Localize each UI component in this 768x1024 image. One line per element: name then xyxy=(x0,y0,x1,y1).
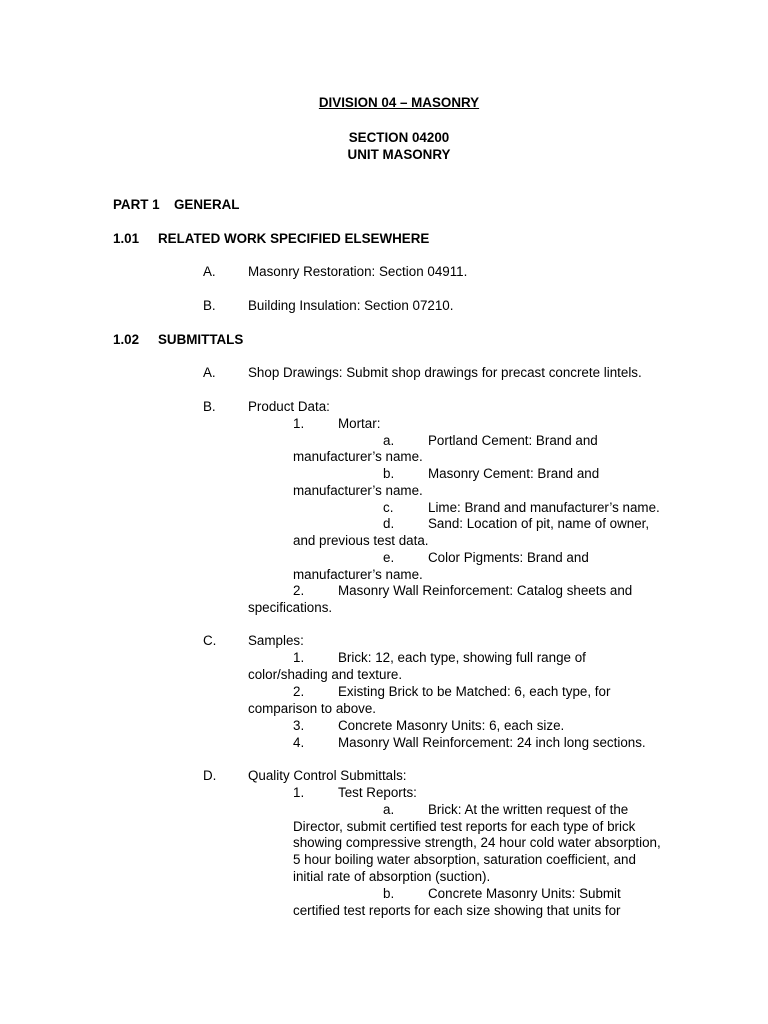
part-title: GENERAL xyxy=(174,197,240,212)
list-item-text: Samples: xyxy=(248,633,304,648)
section-number: SECTION 04200 xyxy=(348,130,450,145)
list-item-letter: A. xyxy=(203,365,216,380)
article-title: SUBMITTALS xyxy=(158,332,244,347)
sub-sub-item-letter: b. xyxy=(383,886,395,901)
article-number: 1.02 xyxy=(113,332,140,347)
sub-sub-item-text: Portland Cement: Brand and xyxy=(428,433,598,448)
sub-sub-item-text: Color Pigments: Brand and xyxy=(428,550,589,565)
division-heading: DIVISION 04 – MASONRY xyxy=(318,95,480,110)
list-item-text: Masonry Restoration: Section 04911. xyxy=(248,264,468,279)
continuation-text: initial rate of absorption (suction). xyxy=(293,869,491,884)
continuation-text: Director, submit certified test reports for each type of brick xyxy=(293,819,636,834)
continuation-text: specifications. xyxy=(248,600,333,615)
sub-item-text: Mortar: xyxy=(338,416,381,431)
sub-item-text: Masonry Wall Reinforcement: 24 inch long sections. xyxy=(338,735,646,750)
sub-sub-item-text: Lime: Brand and manufacturer’s name. xyxy=(428,500,660,515)
continuation-text: certified test reports for each size showing that units for xyxy=(293,903,621,918)
list-item-text: Product Data: xyxy=(248,399,330,414)
list-item-letter: B. xyxy=(203,298,216,313)
sub-item-number: 3. xyxy=(293,718,305,733)
sub-sub-item-letter: b. xyxy=(383,466,395,481)
list-item-letter: A. xyxy=(203,264,216,279)
continuation-text: manufacturer’s name. xyxy=(293,449,423,464)
sub-sub-item-letter: e. xyxy=(383,550,395,565)
list-item-letter: C. xyxy=(203,633,217,648)
sub-item-number: 1. xyxy=(293,785,305,800)
article-title: RELATED WORK SPECIFIED ELSEWHERE xyxy=(158,231,430,246)
part-label: PART 1 xyxy=(113,197,160,212)
sub-item-number: 1. xyxy=(293,650,305,665)
continuation-text: manufacturer’s name. xyxy=(293,567,423,582)
sub-sub-item-letter: a. xyxy=(383,802,395,817)
continuation-text: comparison to above. xyxy=(248,701,377,716)
list-item-letter: D. xyxy=(203,768,217,783)
list-item-text: Building Insulation: Section 07210. xyxy=(248,298,454,313)
continuation-text: color/shading and texture. xyxy=(248,667,403,682)
sub-sub-item-text: Concrete Masonry Units: Submit xyxy=(428,886,621,901)
sub-sub-item-text: Brick: At the written request of the xyxy=(428,802,629,817)
article-number: 1.01 xyxy=(113,231,140,246)
sub-sub-item-letter: d. xyxy=(383,516,395,531)
sub-item-number: 1. xyxy=(293,416,305,431)
sub-item-number: 4. xyxy=(293,735,305,750)
continuation-text: 5 hour boiling water absorption, saturation coefficient, and xyxy=(293,852,636,867)
sub-item-text: Concrete Masonry Units: 6, each size. xyxy=(338,718,565,733)
sub-item-text: Test Reports: xyxy=(338,785,417,800)
sub-sub-item-letter: a. xyxy=(383,433,395,448)
list-item-text: Shop Drawings: Submit shop drawings for precast concrete lintels. xyxy=(248,365,642,380)
continuation-text: and previous test data. xyxy=(293,533,429,548)
continuation-text: manufacturer’s name. xyxy=(293,483,423,498)
sub-item-text: Existing Brick to be Matched: 6, each type, for xyxy=(338,684,611,699)
section-title: UNIT MASONRY xyxy=(347,147,451,162)
sub-sub-item-letter: c. xyxy=(383,500,394,515)
sub-sub-item-text: Masonry Cement: Brand and xyxy=(428,466,600,481)
sub-item-number: 2. xyxy=(293,684,305,699)
sub-item-text: Masonry Wall Reinforcement: Catalog sheets and xyxy=(338,583,633,598)
sub-item-number: 2. xyxy=(293,583,305,598)
sub-item-text: Brick: 12, each type, showing full range of xyxy=(338,650,586,665)
continuation-text: showing compressive strength, 24 hour cold water absorption, xyxy=(293,835,661,850)
list-item-letter: B. xyxy=(203,399,216,414)
sub-sub-item-text: Sand: Location of pit, name of owner, xyxy=(428,516,650,531)
list-item-text: Quality Control Submittals: xyxy=(248,768,407,783)
